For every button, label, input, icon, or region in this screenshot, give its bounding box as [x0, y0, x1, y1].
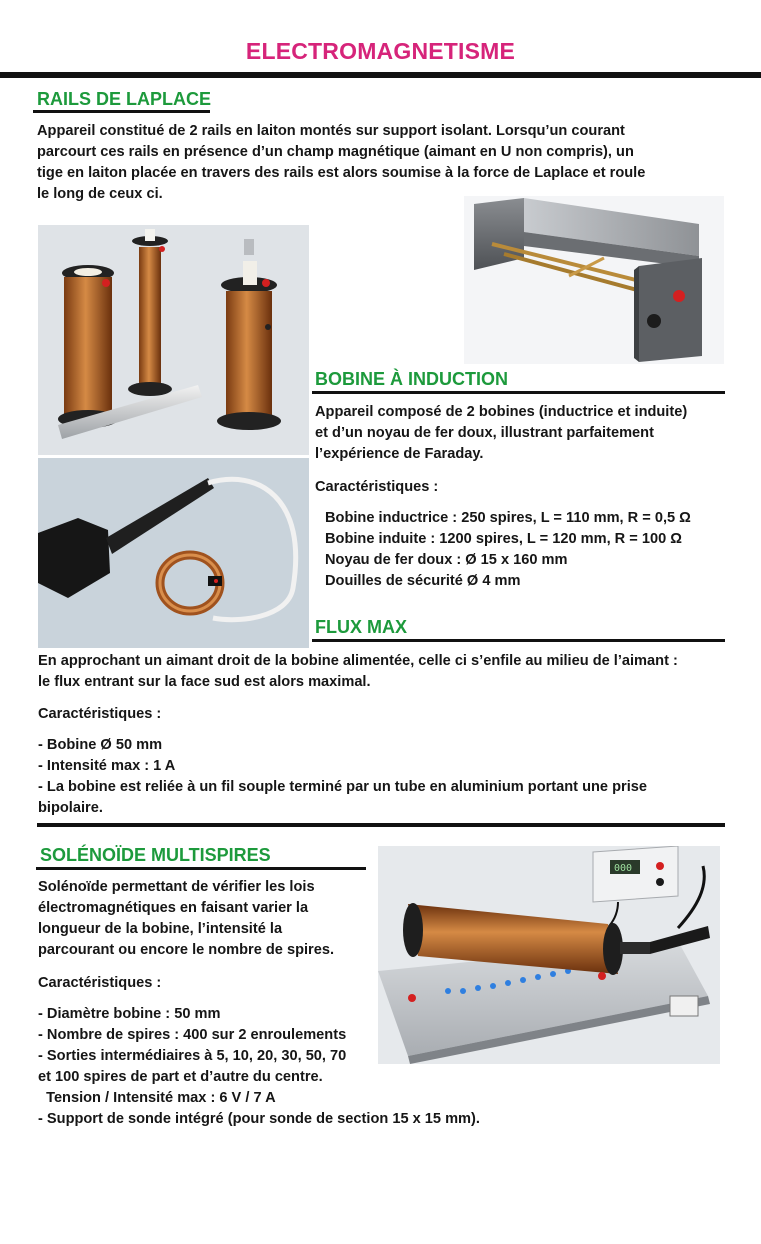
- solenoide-spec: - Support de sonde intégré (pour sonde de section 15 x 15 mm).: [38, 1111, 480, 1127]
- solenoide-line: Solénoïde permettant de vérifier les lois: [38, 879, 315, 895]
- solenoide-line: longueur de la bobine, l’intensité la: [38, 921, 283, 937]
- solenoide-photo: [378, 846, 720, 1064]
- flux-caracteristiques-label: Caractéristiques :: [38, 706, 162, 722]
- solenoide-spec: - Sorties intermédiaires à 5, 10, 20, 30, 50, 70: [38, 1048, 347, 1064]
- page-title: ELECTROMAGNETISME: [245, 38, 516, 64]
- solenoide-title: SOLÉNOÏDE MULTISPIRES: [40, 845, 271, 865]
- flux-specs: [38, 735, 647, 819]
- rails-line: tige en laiton placée en travers des rails est alors soumise à la force de Laplace et roule: [37, 165, 646, 181]
- flux-spec: - La bobine est reliée à un fil souple terminé par un tube en aluminium portant une prise: [38, 779, 647, 795]
- solenoide-spec: Tension / Intensité max : 6 V / 7 A: [38, 1090, 276, 1106]
- solenoide-paragraph: [38, 877, 334, 961]
- bobine-line: Appareil composé de 2 bobines (inductrice et induite): [315, 404, 688, 420]
- flux-paragraph: [38, 651, 678, 693]
- flux-spec: - Intensité max : 1 A: [38, 758, 176, 774]
- rails-line: parcourt ces rails en présence d’un champ magnétique (aimant en U non compris), un: [37, 144, 634, 160]
- bobine-spec: Bobine inductrice : 250 spires, L = 110 mm, R = 0,5 Ω: [325, 510, 691, 526]
- bobine-spec: Bobine induite : 1200 spires, L = 120 mm, R = 100 Ω: [325, 531, 682, 547]
- bobine-line: et d’un noyau de fer doux, illustrant parfaitement: [315, 425, 654, 441]
- bobine-line: l’expérience de Faraday.: [315, 446, 484, 462]
- flux-max-photo: [38, 458, 309, 648]
- solenoide-spec: - Diamètre bobine : 50 mm: [38, 1006, 221, 1022]
- bobine-spec: Noyau de fer doux : Ø 15 x 160 mm: [325, 552, 568, 568]
- flux-spec: - Bobine Ø 50 mm: [38, 737, 163, 753]
- bobines-photo: [38, 225, 309, 455]
- solenoide-caracteristiques-label: Caractéristiques :: [38, 975, 162, 991]
- rails-title-underline: [33, 110, 210, 113]
- bobine-caracteristiques-label: Caractéristiques :: [315, 479, 439, 495]
- solenoide-line: parcourant ou encore le nombre de spires.: [38, 942, 335, 958]
- rails-title: RAILS DE LAPLACE: [37, 89, 212, 109]
- bobine-title: BOBINE À INDUCTION: [315, 369, 508, 389]
- solenoide-spec: et 100 spires de part et d’autre du centre.: [38, 1069, 323, 1085]
- solenoide-title-underline: [36, 867, 366, 870]
- flux-spec: bipolaire.: [38, 800, 103, 816]
- rails-paragraph: [37, 121, 645, 205]
- meter-display: 000: [614, 863, 633, 874]
- flux-line: le flux entrant sur la face sud est alors maximal.: [38, 674, 371, 690]
- bobine-paragraph: [315, 402, 687, 465]
- rails-line: Appareil constitué de 2 rails en laiton montés sur support isolant. Lorsqu’un courant: [37, 123, 625, 139]
- flux-title: FLUX MAX: [315, 617, 407, 637]
- rails-line: le long de ceux ci.: [37, 186, 163, 202]
- rails-de-laplace-photo: [464, 196, 724, 364]
- solenoide-line: électromagnétiques en faisant varier la: [38, 900, 309, 916]
- flux-line: En approchant un aimant droit de la bobine alimentée, celle ci s’enfile au milieu de l’aimant :: [38, 653, 678, 669]
- bobine-specs: [325, 508, 691, 592]
- bobine-spec: Douilles de sécurité Ø 4 mm: [325, 573, 521, 589]
- header-rule: [0, 72, 761, 78]
- bobine-title-underline: [312, 391, 725, 394]
- flux-title-underline: [312, 639, 725, 642]
- section-divider: [37, 823, 725, 827]
- solenoide-spec: - Nombre de spires : 400 sur 2 enroulements: [38, 1027, 347, 1043]
